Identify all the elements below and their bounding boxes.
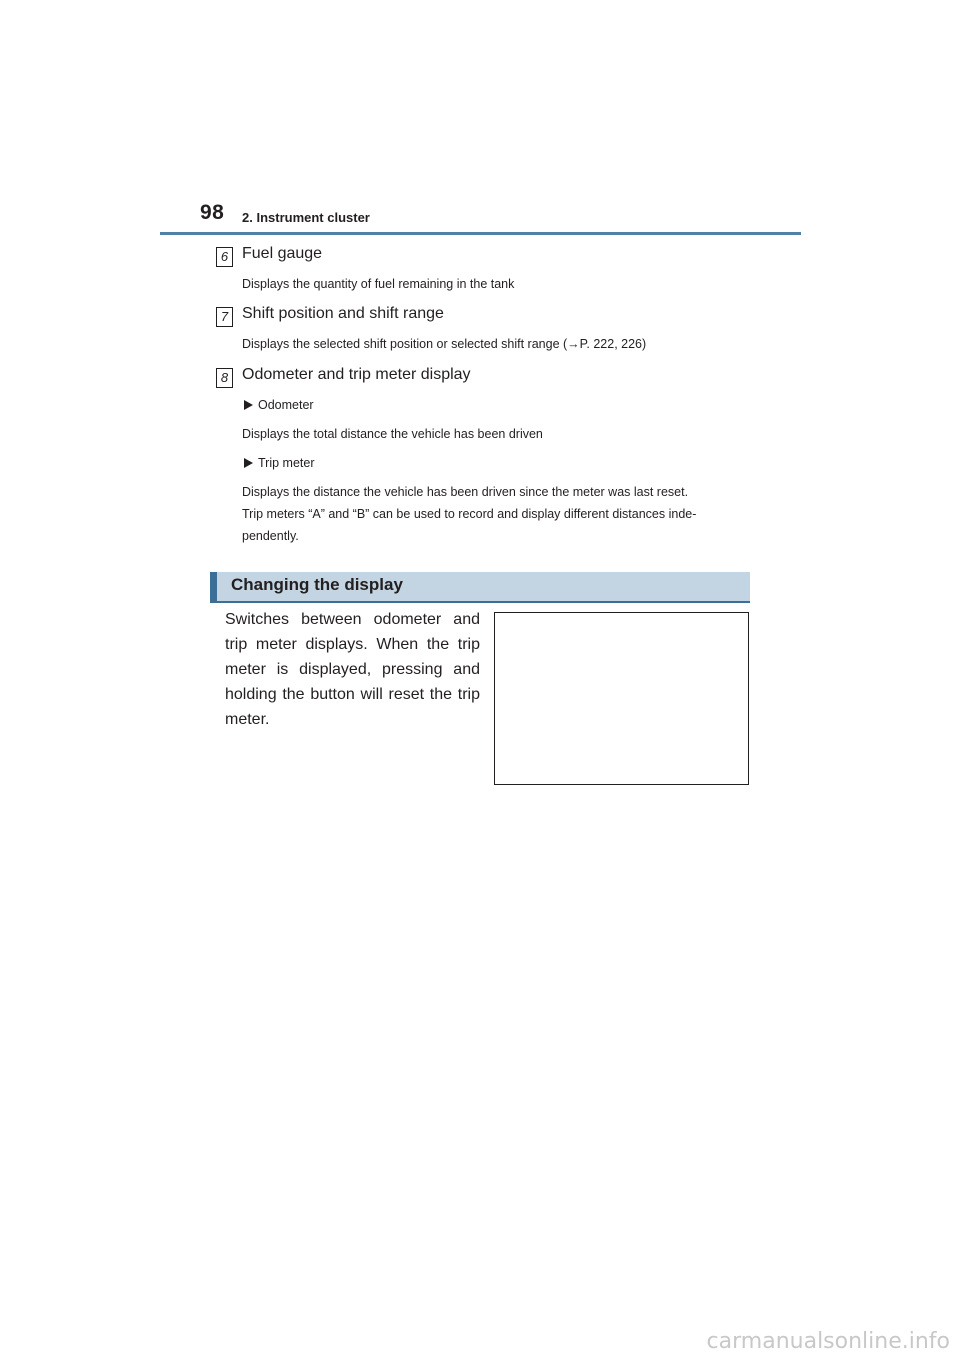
- trip-meter-description: [242, 481, 752, 547]
- odometer-heading-label: Odometer: [258, 398, 314, 412]
- trip-description-line: pendently.: [242, 529, 299, 543]
- chapter-title: 2. Instrument cluster: [242, 210, 370, 225]
- item-number-badge: 8: [216, 368, 233, 388]
- item-title: Fuel gauge: [242, 245, 323, 262]
- section-header: [210, 572, 750, 601]
- section-divider: [210, 601, 750, 603]
- item-title: Odometer and trip meter display: [242, 366, 471, 383]
- trip-description-line: Displays the distance the vehicle has been driven since the meter was last reset.: [242, 485, 689, 499]
- trip-heading-label: Trip meter: [258, 456, 315, 470]
- watermark: carmanualsonline.info: [706, 1329, 950, 1354]
- page-number: 98: [200, 201, 225, 224]
- trip-description-line: Trip meters “A” and “B” can be used to record and display different distances inde-: [242, 507, 697, 521]
- section-body: Switches between odometer and trip meter displays. When the trip meter is displayed, pressing and holding the button will reset the trip meter.: [225, 611, 480, 728]
- section-title: Changing the display: [231, 575, 403, 594]
- trip-meter-subheading: [244, 456, 315, 470]
- odometer-subheading: [244, 398, 314, 412]
- illustration-frame: [494, 612, 749, 785]
- item-number-badge: 6: [216, 247, 233, 267]
- triangle-bullet-icon: [244, 458, 253, 468]
- triangle-bullet-icon: [244, 400, 253, 410]
- item-number-badge: 7: [216, 307, 233, 327]
- item-description: Displays the selected shift position or selected shift range (→P. 222, 226): [242, 337, 647, 351]
- item-description: Displays the quantity of fuel remaining in the tank: [242, 277, 515, 291]
- header-divider: [160, 232, 801, 235]
- odometer-description: Displays the total distance the vehicle has been driven: [242, 427, 543, 441]
- item-title: Shift position and shift range: [242, 305, 444, 322]
